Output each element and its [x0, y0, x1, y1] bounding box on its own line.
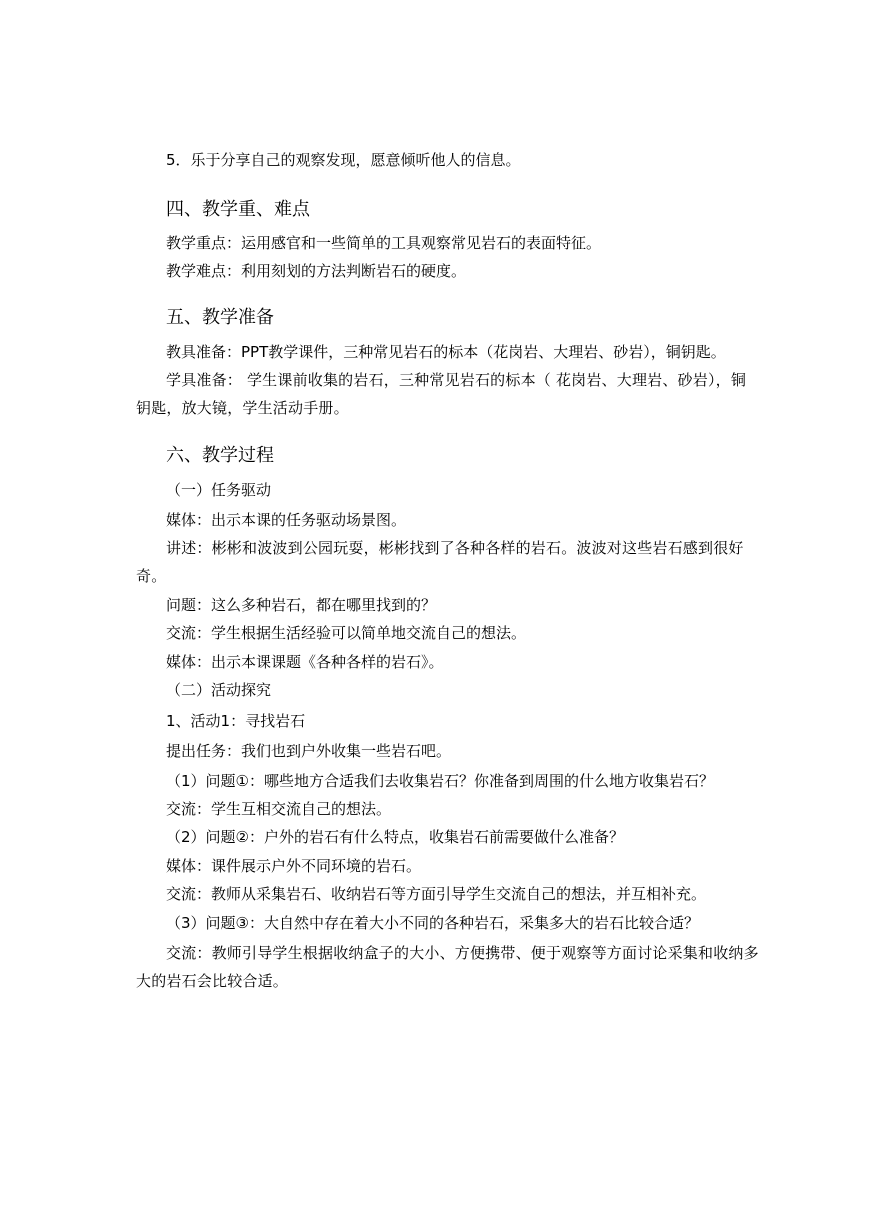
- question-3: （3）问题③：大自然中存在着大小不同的各种岩石，采集多大的岩石比较合适？: [166, 914, 699, 932]
- media-line-3: 媒体：课件展示户外不同环境的岩石。: [166, 857, 422, 875]
- activity-1-title: 1、活动1：寻找岩石: [166, 712, 306, 730]
- teaching-difficulty: 教学难点：利用刻划的方法判断岩石的硬度。: [166, 262, 467, 280]
- teacher-tools: 教具准备：PPT教学课件，三种常见岩石的标本（花岗岩、大理岩、砂岩），铜钥匙。: [166, 343, 726, 361]
- media-line-2: 媒体：出示本课课题《各种各样的岩石》。: [166, 653, 444, 671]
- teaching-key-point: 教学重点：运用感官和一些简单的工具观察常见岩石的表面特征。: [166, 234, 602, 252]
- task-line: 提出任务：我们也到户外收集一些岩石吧。: [166, 742, 452, 760]
- section-heading-preparation: 五、教学准备: [166, 307, 274, 328]
- narration-paragraph: 讲述：彬彬和波波到公园玩耍，彬彬找到了各种各样的岩石。波波对这些岩石感到很好奇。: [136, 539, 744, 585]
- exchange-line-1: 交流：学生根据生活经验可以简单地交流自己的想法。: [166, 624, 527, 642]
- section-heading-key-points: 四、教学重、难点: [166, 199, 310, 220]
- section-heading-process: 六、教学过程: [166, 445, 274, 466]
- question-line: 问题：这么多种岩石，都在哪里找到的？: [166, 596, 437, 614]
- question-2: （2）问题②：户外的岩石有什么特点，收集岩石前需要做什么准备？: [166, 828, 624, 846]
- student-tools: 学具准备： 学生课前收集的岩石，三种常见岩石的标本（ 花岗岩、大理岩、砂岩），铜钥匙，放大镜，学生活动手册。: [136, 371, 747, 417]
- part-1-title: （一）任务驱动: [166, 481, 272, 499]
- objective-item-5: 5．乐于分享自己的观察发现，愿意倾听他人的信息。: [166, 151, 521, 169]
- exchange-line-2: 交流：学生互相交流自己的想法。: [166, 800, 392, 818]
- media-line-1: 媒体：出示本课的任务驱动场景图。: [166, 511, 407, 529]
- exchange-paragraph-4: 交流：教师引导学生根据收纳盒子的大小、方便携带、便于观察等方面讨论采集和收纳多大的岩石会比较合适。: [136, 944, 759, 990]
- question-1: （1）问题①：哪些地方合适我们去收集岩石？你准备到周围的什么地方收集岩石？: [166, 772, 714, 790]
- part-2-title: （二）活动探究: [166, 681, 272, 699]
- exchange-line-3: 交流：教师从采集岩石、收纳岩石等方面引导学生交流自己的想法，并互相补充。: [166, 885, 707, 903]
